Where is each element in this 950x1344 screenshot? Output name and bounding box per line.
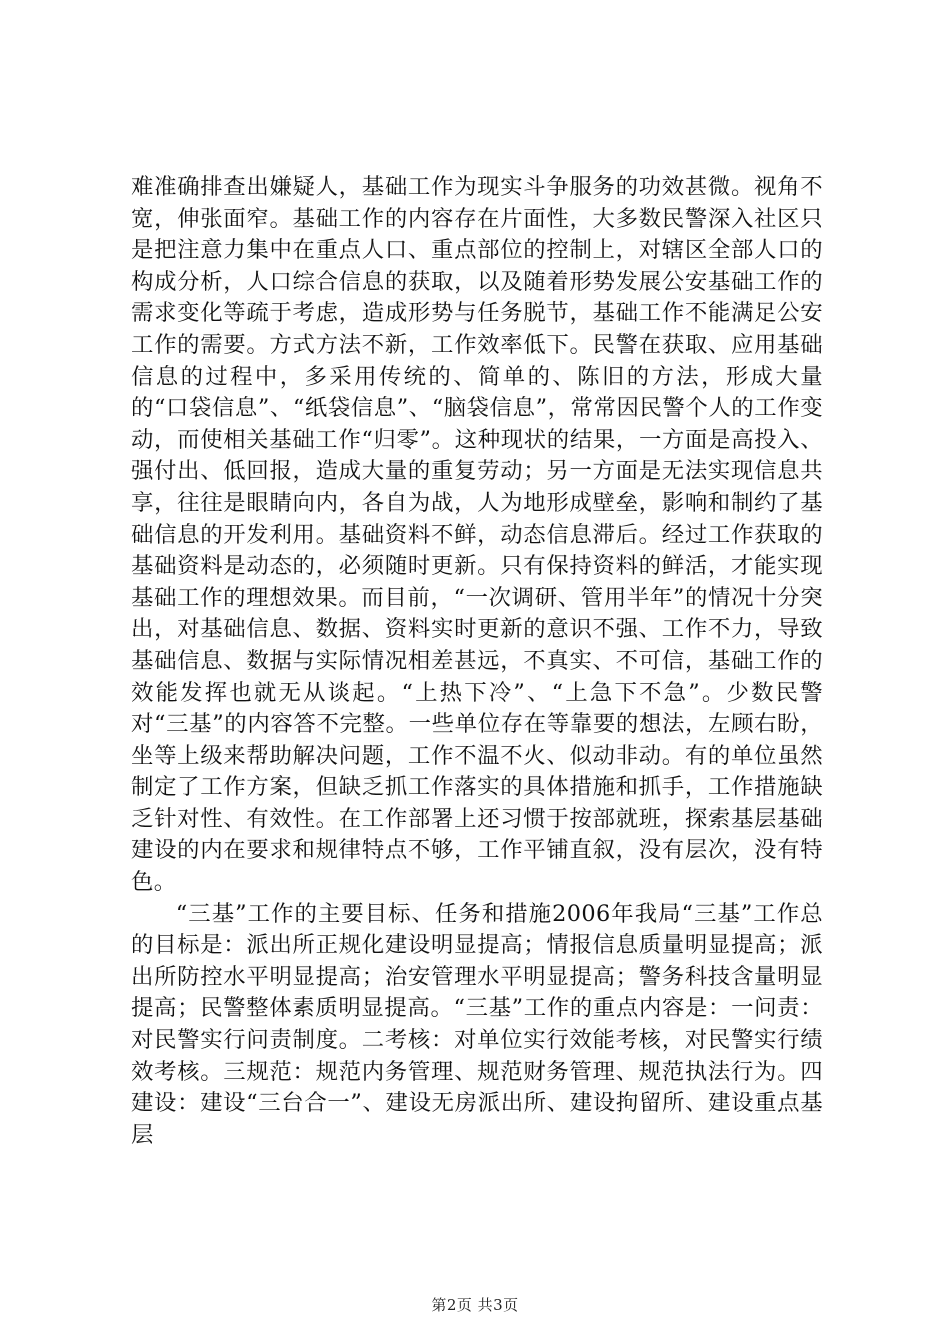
paragraph-1: 难准确排查出嫌疑人，基础工作为现实斗争服务的功效甚微。视角不宽，伸张面窄。基础工作的内容存在片面性，大多数民警深入社区只是把注意力集中在重点人口、重点部位的控制上，对辖区全部人口的构成分析，人口综合信息的获取，以及随着形势发展公安基础工作的需求变化等疏于考虑，造成形势与任务脱节，基础工作不能满足公安工作的需要。方式方法不新，工作效率低下。民警在获取、应用基础信息的过程中，多采用传统的、简单的、陈旧的方法，形成大量的“口袋信息”、“纸袋信息”、“脑袋信息”，常常因民警个人的工作变动，而使相关基础工作“归零”。这种现状的结果，一方面是高投入、强付出、低回报，造成大量的重复劳动；另一方面是无法实现信息共享，往往是眼睛向内，各自为战，人为地形成壁垒，影响和制约了基础信息的开发利用。基础资料不鲜，动态信息滞后。经过工作获取的基础资料是动态的，必须随时更新。只有保持资料的鲜活，才能实现基础工作的理想效果。而目前，“一次调研、管用半年”的情况十分突出，对基础信息、数据、资料实时更新的意识不强、工作不力，导致基础信息、数据与实际情况相差甚远，不真实、不可信，基础工作的效能发挥也就无从谈起。“上热下冷”、“上急下不急”。少数民警对“三基”的内容答不完整。一些单位存在等靠要的想法，左顾右盼，坐等上级来帮助解决问题，工作不温不火、似动非动。有的单位虽然制定了工作方案，但缺乏抓工作落实的具体措施和抓手，工作措施缺乏针对性、有效性。在工作部署上还习惯于按部就班，探索基层基础建设的内在要求和规律特点不够，工作平铺直叙，没有层次，没有特色。 [131, 174, 823, 896]
paragraph-2: “三基”工作的主要目标、任务和措施2006年我局“三基”工作总的目标是：派出所正规化建设明显提高；情报信息质量明显提高；派出所防控水平明显提高；治安管理水平明显提高；警务科技含量明显提高；民警整体素质明显提高。“三基”工作的重点内容是：一问责：对民警实行问责制度。二考核：对单位实行效能考核，对民警实行绩效考核。三规范：规范内务管理、规范财务管理、规范执法行为。四建设：建设“三台合一”、建设无房派出所、建设拘留所、建设重点基层 [131, 900, 823, 1148]
document-body [131, 172, 823, 1151]
page-footer: 第2页 共3页 [431, 1296, 519, 1314]
